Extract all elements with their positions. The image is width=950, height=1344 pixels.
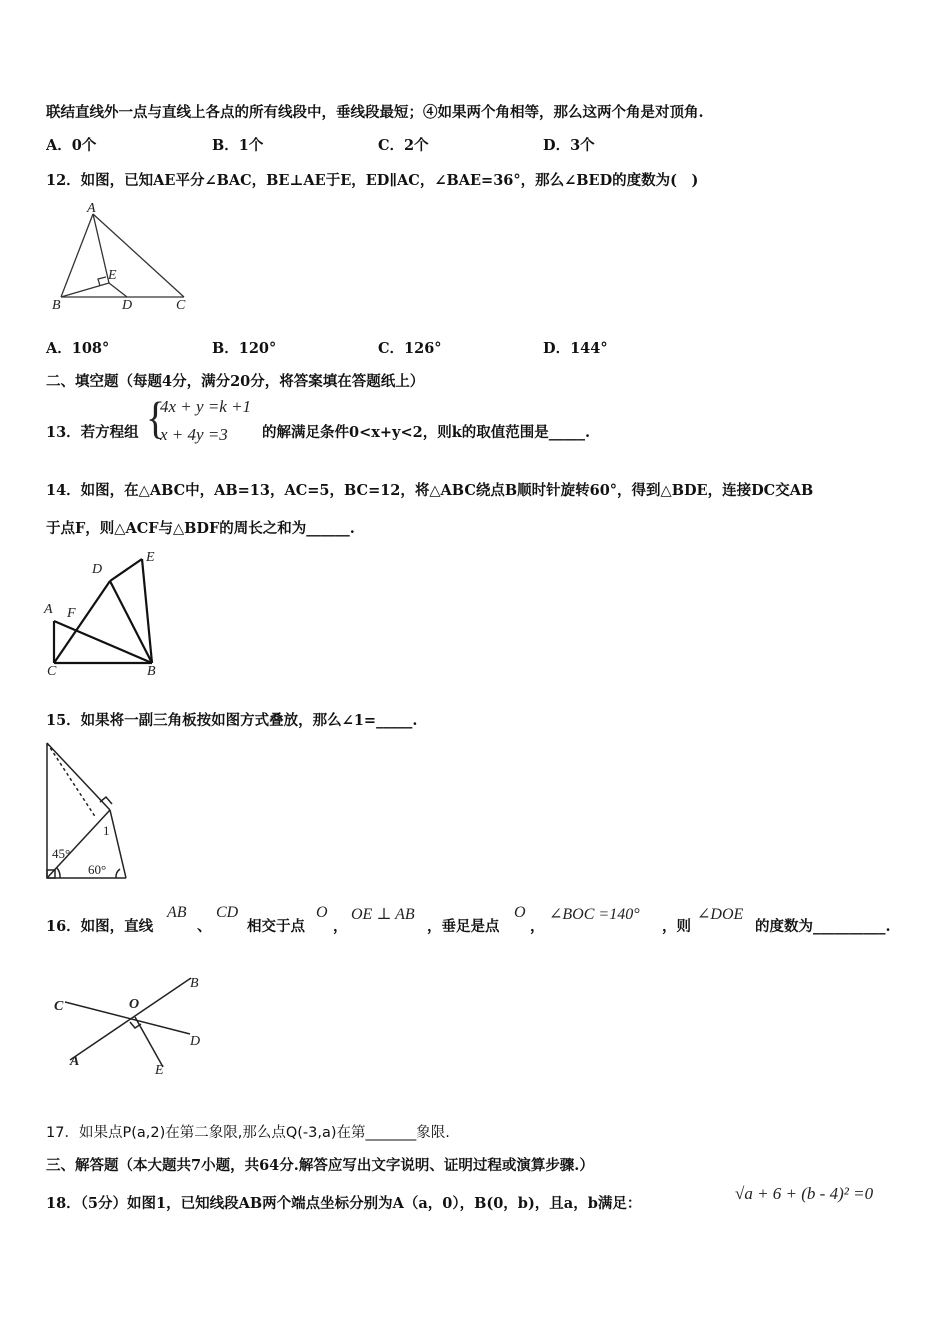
- q16-right-angle-mark: [130, 1022, 141, 1028]
- q11-option-b: B．1个: [212, 137, 264, 154]
- q13-equation-1: 4x + y =k +1: [160, 397, 252, 416]
- q16-math-angle-doe: ∠DOE: [697, 906, 744, 923]
- q14-label-b: B: [147, 664, 156, 679]
- q15-label-angle-1: 1: [103, 823, 110, 838]
- q12-option-d: D．144°: [543, 340, 608, 357]
- q15-60-arc: [116, 869, 120, 878]
- q15-label-45: 45°: [52, 846, 71, 861]
- q15-stem: 15．如果将一副三角板按如图方式叠放，那么∠1=_____.: [46, 712, 418, 729]
- continuation-text: 联结直线外一点与直线上各点的所有线段中，垂线段最短；④如果两个角相等，那么这两个角是对顶角.: [46, 104, 704, 121]
- q16-math-ab: AB: [167, 904, 187, 921]
- q14-line-dc: [54, 581, 110, 663]
- q16-math-cd: CD: [216, 904, 239, 921]
- q12-label-b: B: [52, 298, 61, 313]
- q16-label-o: O: [129, 997, 140, 1012]
- q14-label-e: E: [146, 550, 155, 565]
- q16-line-cd: [65, 1002, 190, 1034]
- q12-line-ac: [93, 214, 184, 297]
- q13-equation-2: x + 4y =3: [160, 425, 228, 444]
- q16-text-4: ，: [333, 918, 348, 935]
- q12-label-a: A: [87, 201, 96, 216]
- q13-brace: {: [146, 391, 166, 444]
- q16-text-8: 的度数为__________.: [755, 918, 891, 935]
- q14-label-f: F: [67, 606, 76, 621]
- q15-45-triangle-hypotenuse: [47, 743, 110, 810]
- q16-text-7: ，则: [662, 918, 691, 935]
- q15-45-arc: [57, 868, 60, 878]
- q11-option-a: A．0个: [46, 137, 97, 154]
- q12-option-c: C．126°: [378, 340, 442, 357]
- q16-math-o: O: [316, 904, 328, 921]
- q16-math-oe-perp-ab: OE ⊥ AB: [351, 906, 415, 923]
- q16-label-c: C: [54, 999, 64, 1014]
- q14-stem-line-1: 14．如图，在△ABC中，AB=13，AC=5，BC=12，将△ABC绕点B顺时针旋转60°，得到△BDE，连接DC交AB: [46, 482, 814, 499]
- q16-math-angle-boc: ∠BOC =140°: [549, 906, 640, 923]
- q12-label-e: E: [108, 268, 117, 283]
- q12-label-d: D: [122, 298, 133, 313]
- q12-line-ae: [93, 214, 109, 283]
- q15-60-triangle-slope: [110, 810, 126, 878]
- q14-line-de: [110, 559, 142, 581]
- q11-option-d: D．3个: [543, 137, 595, 154]
- q13-suffix: 的解满足条件0<x+y<2，则k的取值范围是_____.: [262, 424, 591, 441]
- q16-math-o-2: O: [514, 904, 526, 921]
- section-3-heading: 三、解答题（本大题共7小题，共64分.解答应写出文字说明、证明过程或演算步骤.）: [46, 1157, 594, 1174]
- q15-right-angle-mark: [100, 797, 112, 804]
- q12-line-ed: [109, 283, 127, 297]
- q17-stem: 17．如果点P(a,2)在第二象限,那么点Q(-3,a)在第_______象限.: [46, 1125, 450, 1141]
- q14-rotation-diagram: [42, 550, 182, 680]
- q14-label-a: A: [44, 602, 53, 617]
- q12-line-be: [61, 283, 109, 297]
- q13-prefix: 13．若方程组: [46, 424, 139, 441]
- q16-text-3: 相交于点: [247, 918, 305, 935]
- q12-line-ab: [61, 214, 93, 297]
- q12-option-a: A．108°: [46, 340, 110, 357]
- q16-text-5: ，垂足是点: [427, 918, 500, 935]
- q14-stem-line-2: 于点F，则△ACF与△BDF的周长之和为______.: [46, 520, 355, 537]
- q16-text-6: ，: [530, 918, 545, 935]
- q18-stem: 18．（5分）如图1，已知线段AB两个端点坐标分别为A（a，0），B(0，b)，且a，b满足：: [46, 1195, 642, 1212]
- q12-option-b: B．120°: [212, 340, 277, 357]
- q11-option-c: C．2个: [378, 137, 429, 154]
- q18-formula: √a + 6 + (b - 4)² =0: [735, 1184, 874, 1203]
- q16-label-a: A: [70, 1054, 80, 1069]
- q16-text-2: 、: [197, 918, 212, 935]
- q12-label-c: C: [176, 298, 186, 313]
- q16-label-b: B: [190, 976, 199, 991]
- q12-stem: 12．如图，已知AE平分∠BAC，BE⊥AE于E，ED∥AC，∠BAE=36°，那么∠BED的度数为( ): [46, 172, 699, 189]
- section-2-heading: 二、填空题（每题4分，满分20分，将答案填在答题纸上）: [46, 373, 425, 390]
- q16-label-d: D: [190, 1034, 201, 1049]
- q14-label-d: D: [92, 562, 103, 577]
- q15-label-60: 60°: [88, 862, 107, 877]
- q16-text-1: 16．如图，直线: [46, 918, 154, 935]
- q15-dotted-line: [47, 743, 96, 818]
- q14-label-c: C: [47, 664, 57, 679]
- q16-label-e: E: [155, 1063, 164, 1078]
